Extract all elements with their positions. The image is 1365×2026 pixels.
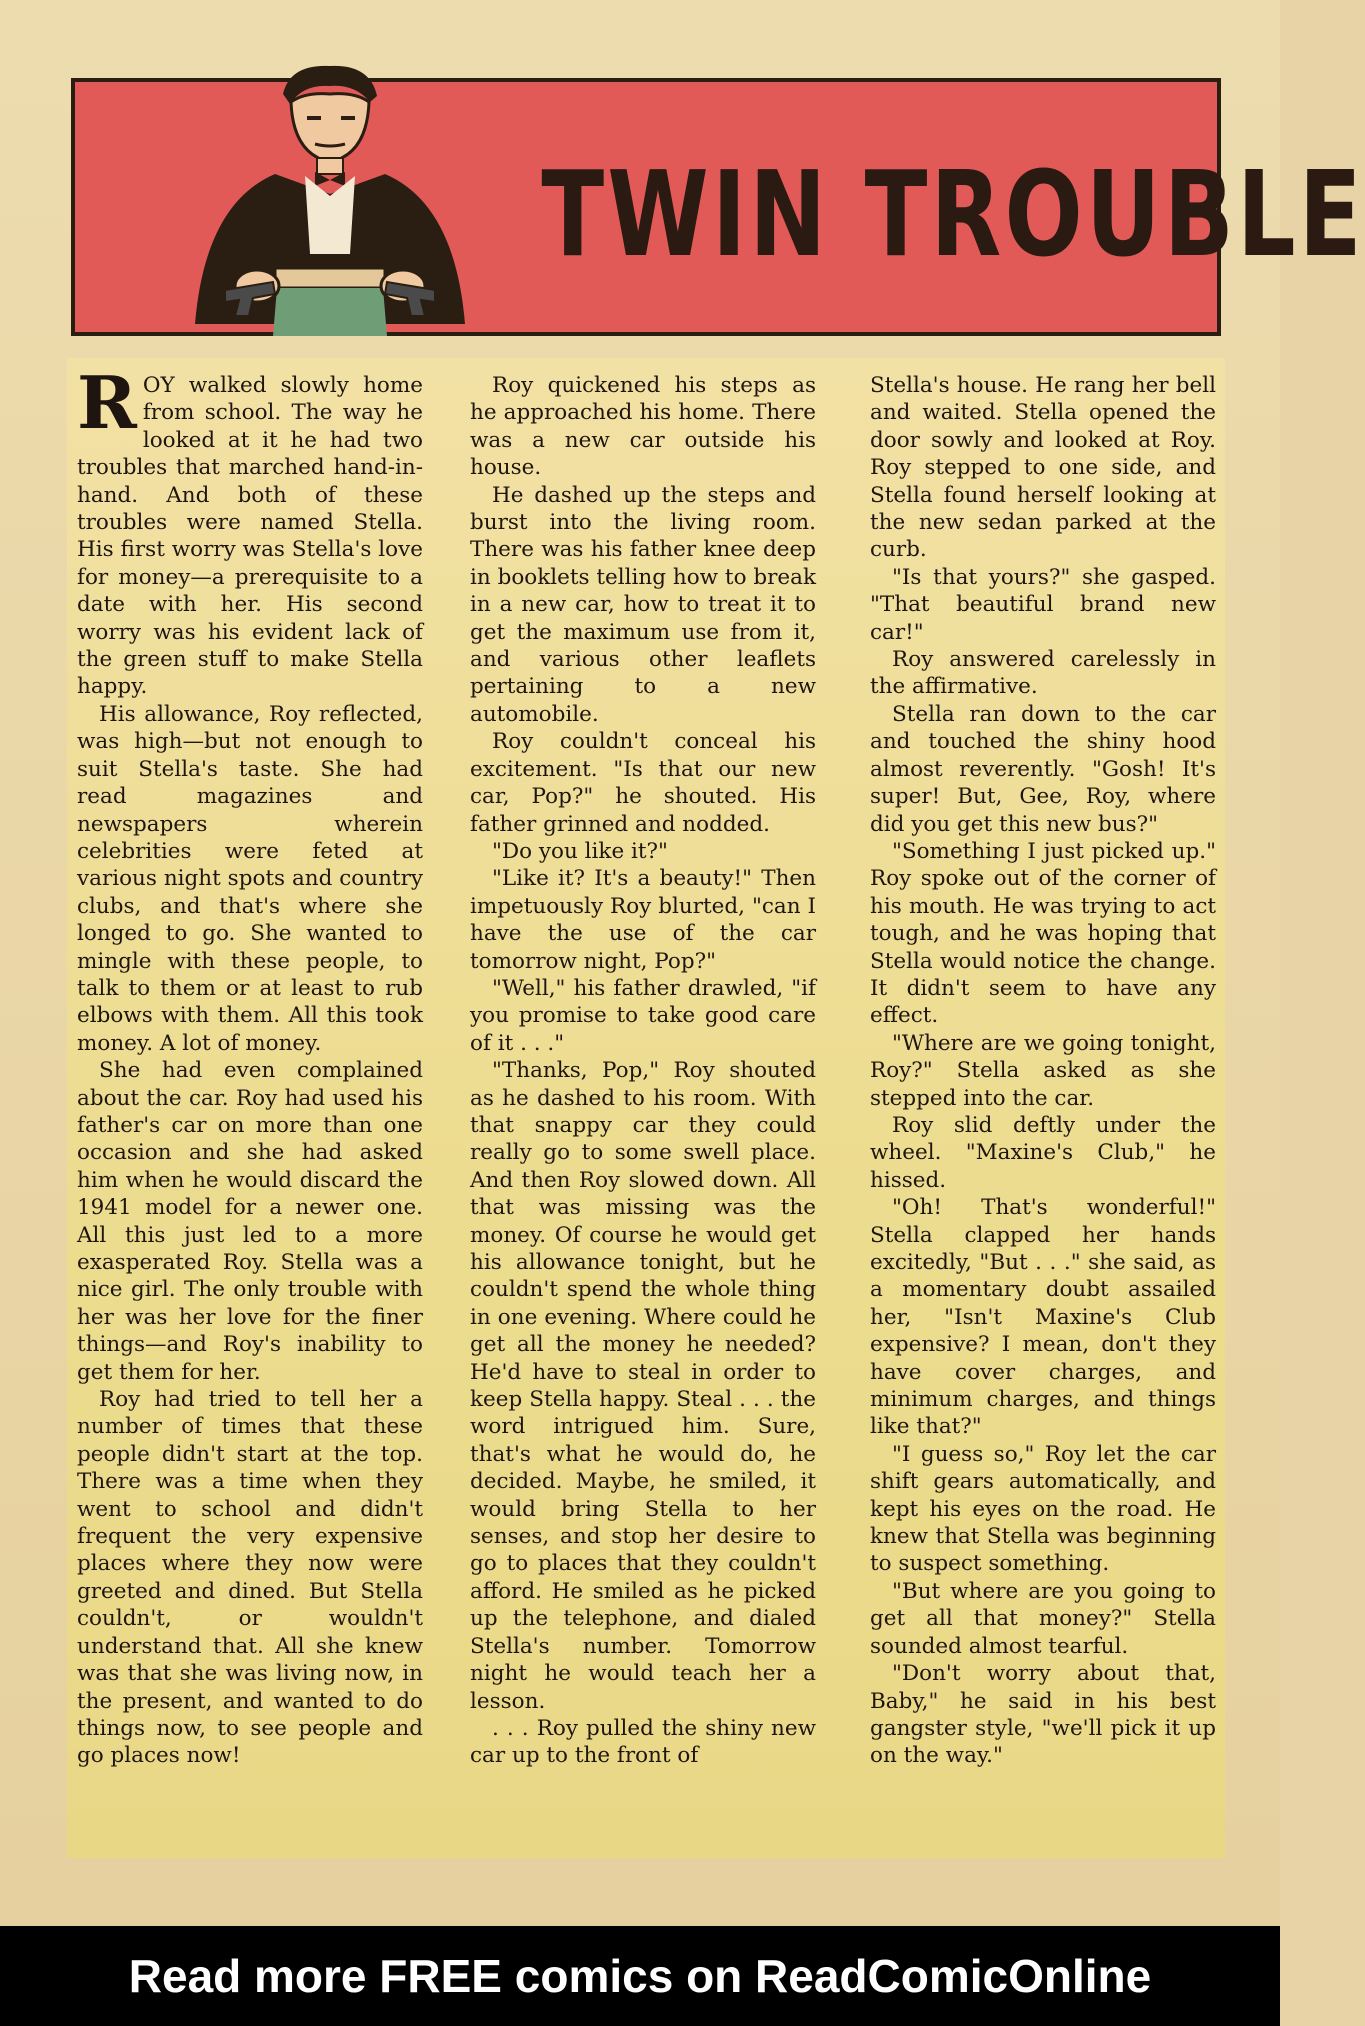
paragraph: "Something I just picked up." Roy spoke out of the corner of his mouth. He was trying to act tough, and he was hoping that Stella would notice the change. It didn't seem to have any effect. [870,838,1216,1029]
paragraph: "Don't worry about that, Baby," he said in his best gangster style, "we'll pick it up on the way." [870,1661,1216,1769]
drop-cap: R [77,360,137,445]
paragraph: "Like it? It's a beauty!" Then impetuously Roy blurted, "can I have the use of the car tomorrow night, Pop?" [470,866,816,974]
title-banner [71,78,1365,336]
paragraph [77,360,423,701]
paragraph: Roy answered carelessly in the affirmative. [870,647,1216,700]
column-2 [470,372,816,1770]
paragraph: She had even complained about the car. Roy had used his father's car on more than one occasion and she had asked him when he would discard the 1941 model for a newer one. All this just led to a more exasperated Roy. Stella was a nice girl. The only trouble with her was her love for the finer things—and Roy's inability to get them for her. [77,1058,423,1385]
paragraph: "Oh! That's wonderful!" Stella clapped her hands excitedly, "But . . ." she said, as a momentary doubt assailed her, "Isn't Maxine's Club expensive? I mean, don't they have cover charges, and minimum charges, and things like that?" [870,1195,1216,1440]
paragraph: "I guess so," Roy let the car shift gears automatically, and kept his eyes on the road. He knew that Stella was beginning to suspect something. [870,1441,1216,1577]
paragraph: Stella's house. He rang her bell and waited. Stella opened the door sowly and looked at Roy. Roy stepped to one side, and Stella found herself looking at the new sedan parked at the curb. [870,373,1216,563]
story-title: TWIN TROUBLE [541,145,1365,283]
paragraph: He dashed up the steps and burst into the living room. There was his father knee deep in booklets telling how to break in a new car, how to treat it to get the maximum use from it, and various other leaflets pertaining to a new automobile. [470,482,816,727]
paragraph-text: OY walked slowly home from school. The way he looked at it he had two troubles that marched hand-in-hand. And both of these troubles were named Stella. His first worry was Stella's love for money—a prerequisite to a date with her. His second worry was his evident lack of the green stuff to make Stella happy. [77,373,423,700]
paragraph: His allowance, Roy reflected, was high—but not enough to suit Stella's taste. She had read magazines and newspapers wherein celebrities were feted at various night spots and country clubs, and that's where she longed to go. She wanted to mingle with these people, to talk to them or at least to rub elbows with them. All this took money. A lot of money. [77,701,423,1056]
paragraph: "Is that yours?" she gasped. "That beautiful brand new car!" [870,564,1216,645]
column-1 [77,360,423,1770]
paragraph: Roy couldn't conceal his excitement. "Is that our new car, Pop?" he shouted. His father grinned and nodded. [470,729,816,837]
paragraph: "Well," his father drawled, "if you promise to take good care of it . . ." [470,975,816,1056]
paragraph: "But where are you going to get all that money?" Stella sounded almost tearful. [870,1578,1216,1659]
footer-link[interactable]: Read more FREE comics on ReadComicOnline [128,1950,1152,2002]
footer-banner[interactable] [0,1926,1280,2026]
paragraph: "Thanks, Pop," Roy shouted as he dashed to his room. With that snappy car they could really go to some swell place. And then Roy slowed down. All that was missing was the money. Of course he would get his allowance tonight, but he couldn't spend the whole thing in one evening. Where could he get all the money he needed? He'd have to steal in order to keep Stella happy. Steal . . . the word intrigued him. Sure, that's what he would do, he decided. Maybe, he smiled, it would bring Stella to her senses, and stop her desire to go to places that they couldn't afford. He smiled as he picked up the telephone, and dialed Stella's number. Tomorrow night he would teach her a lesson. [470,1058,816,1714]
paragraph: Roy had tried to tell her a number of times that these people didn't start at the top. There was a time when they went to school and didn't frequent the very expensive places where they now were greeted and dined. But Stella couldn't, or wouldn't understand that. All she knew was that she was living now, in the present, and wanted to do things now, to see people and go places now! [77,1387,423,1769]
paragraph: "Do you like it?" [492,838,668,864]
paragraph: Stella ran down to the car and touched the shiny hood almost reverently. "Gosh! It's super! But, Gee, Roy, where did you get this new bus?" [870,701,1216,837]
column-3 [870,372,1216,1770]
paragraph: Roy quickened his steps as he approached his home. There was a new car outside his house. [470,373,816,481]
paragraph: Roy slid deftly under the wheel. "Maxine's Club," he hissed. [870,1112,1216,1193]
paragraph: "Where are we going tonight, Roy?" Stella asked as she stepped into the car. [870,1030,1216,1111]
roy-illustration [165,54,495,336]
paragraph: . . . Roy pulled the shiny new car up to the front of [470,1715,816,1769]
